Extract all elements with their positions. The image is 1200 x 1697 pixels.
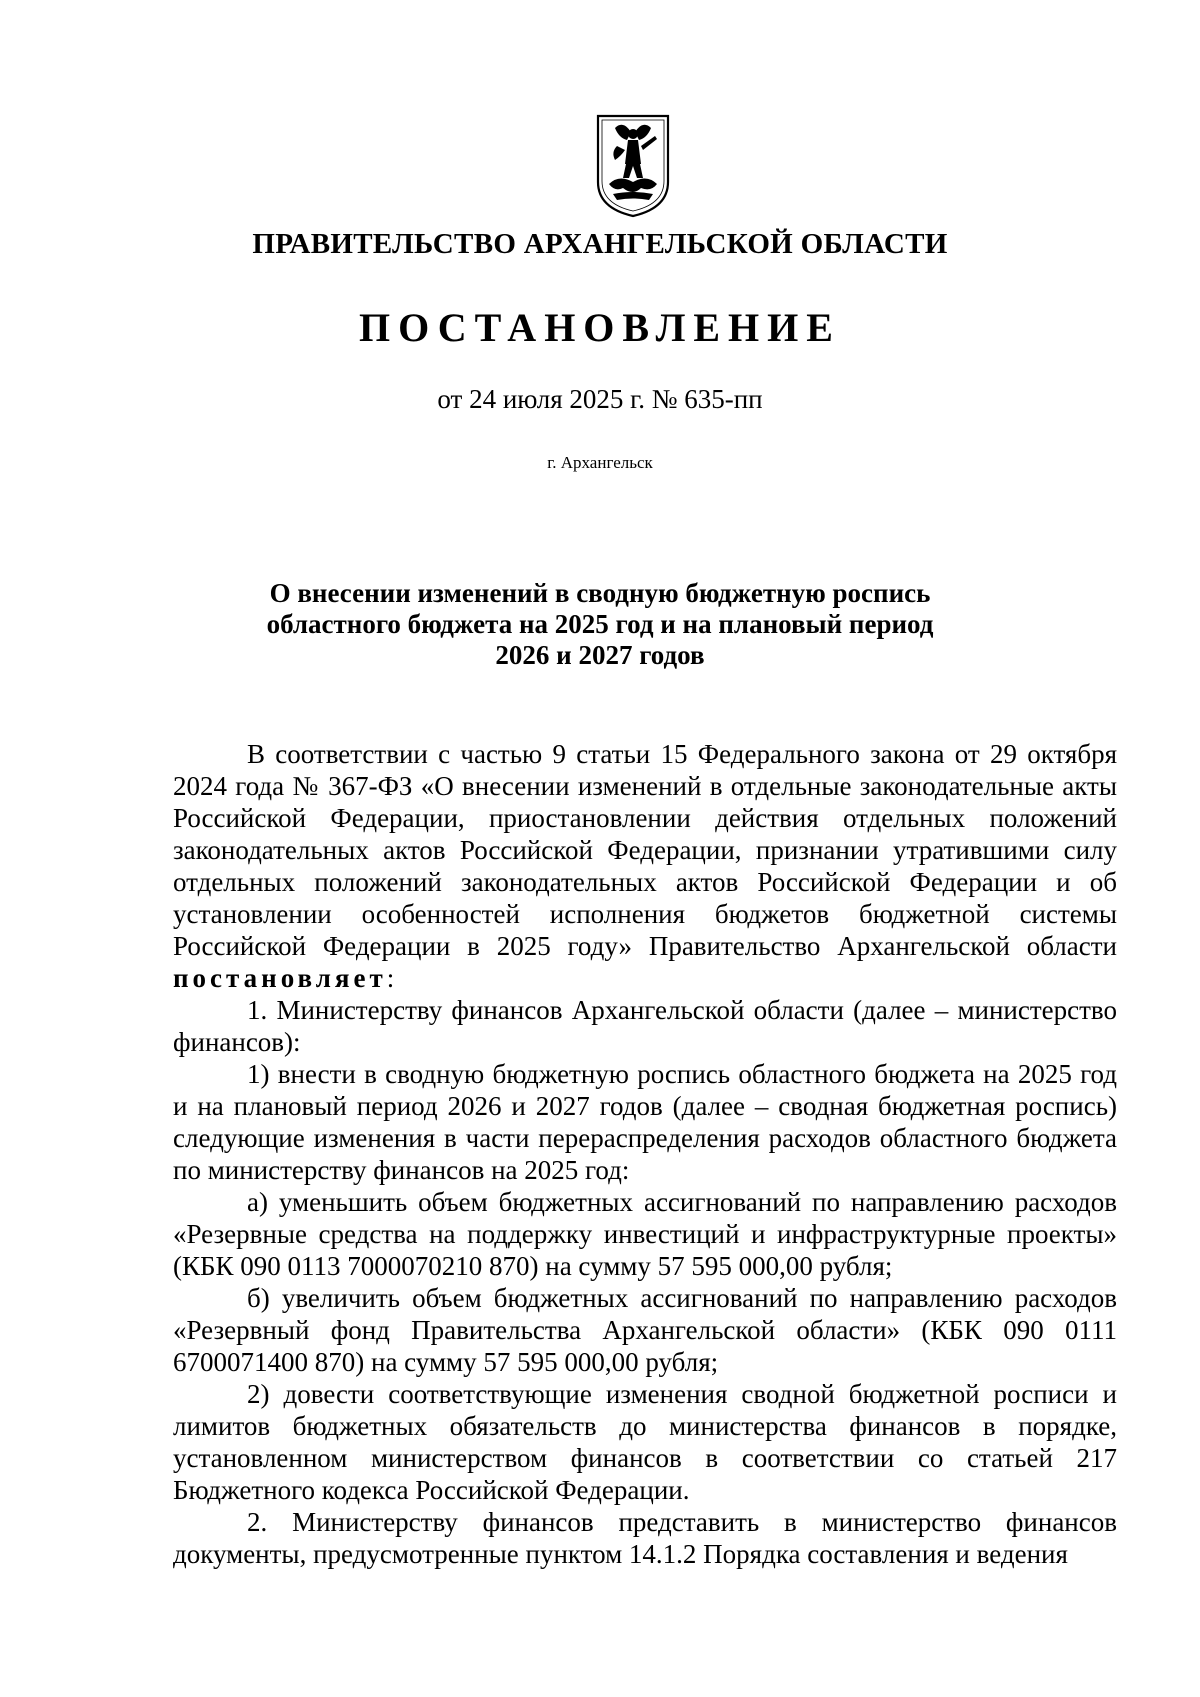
clause-1-1-b: б) увеличить объем бюджетных ассигнований по направлению расходов «Резервный фонд Правительства Архангельской области» (КБК 090 0111 6700071400 870) на сумму 57 595 000,00 рубля;: [173, 1283, 1117, 1377]
preamble-paragraph: [173, 738, 1117, 994]
government-name: ПРАВИТЕЛЬСТВО АРХАНГЕЛЬСКОЙ ОБЛАСТИ: [252, 228, 948, 260]
subject-line: областного бюджета на 2025 год и на плановый период: [266, 609, 934, 639]
decree-word: постановляет: [173, 963, 387, 993]
document-subject: [0, 578, 1200, 671]
document-type: ПОСТАНОВЛЕНИЕ: [359, 305, 841, 350]
clause-1: 1. Министерству финансов Архангельской области (далее – министерство финансов):: [173, 995, 1117, 1057]
clause-1-1: 1) внести в сводную бюджетную роспись областного бюджета на 2025 год и на плановый период 2026 и 2027 годов (далее – сводная бюджетная роспись) следующие изменения в части перераспределения расходов областного бюджета по министерству финансов на 2025 год:: [173, 1059, 1117, 1185]
coat-of-arms-icon: [593, 112, 673, 220]
document-body: [173, 738, 1117, 1570]
subject-line: О внесении изменений в сводную бюджетную роспись: [269, 578, 931, 608]
clause-2: 2. Министерству финансов представить в министерство финансов документы, предусмотренные пунктом 14.1.2 Порядка составления и ведения: [173, 1507, 1117, 1569]
decree-colon: :: [386, 963, 395, 993]
clause-1-1-a: а) уменьшить объем бюджетных ассигнований по направлению расходов «Резервные средства на поддержку инвестиций и инфраструктурные проекты» (КБК 090 0113 7000070210 870) на сумму 57 595 000,00 рубля;: [173, 1187, 1117, 1281]
document-city: г. Архангельск: [547, 453, 653, 472]
preamble-text: В соответствии с частью 9 статьи 15 Федерального закона от 29 октября 2024 года № 367-ФЗ «О внесении изменений в отдельные законодательные акты Российской Федерации, приостановлении действия отдельных положений законодательных актов Российской Федерации, признании утратившими силу отдельных положений законодательных актов Российской Федерации и об установлении особенностей исполнения бюджетов бюджетной системы Российской Федерации в 2025 году» Правительство Архангельской области: [173, 739, 1117, 961]
document-number-date: от 24 июля 2025 г. № 635-пп: [437, 384, 763, 414]
clause-1-2: 2) довести соответствующие изменения сводной бюджетной росписи и лимитов бюджетных обязательств до министерства финансов в порядке, установленном министерством финансов в соответствии со статьей 217 Бюджетного кодекса Российской Федерации.: [173, 1379, 1117, 1505]
subject-line: 2026 и 2027 годов: [495, 640, 705, 670]
